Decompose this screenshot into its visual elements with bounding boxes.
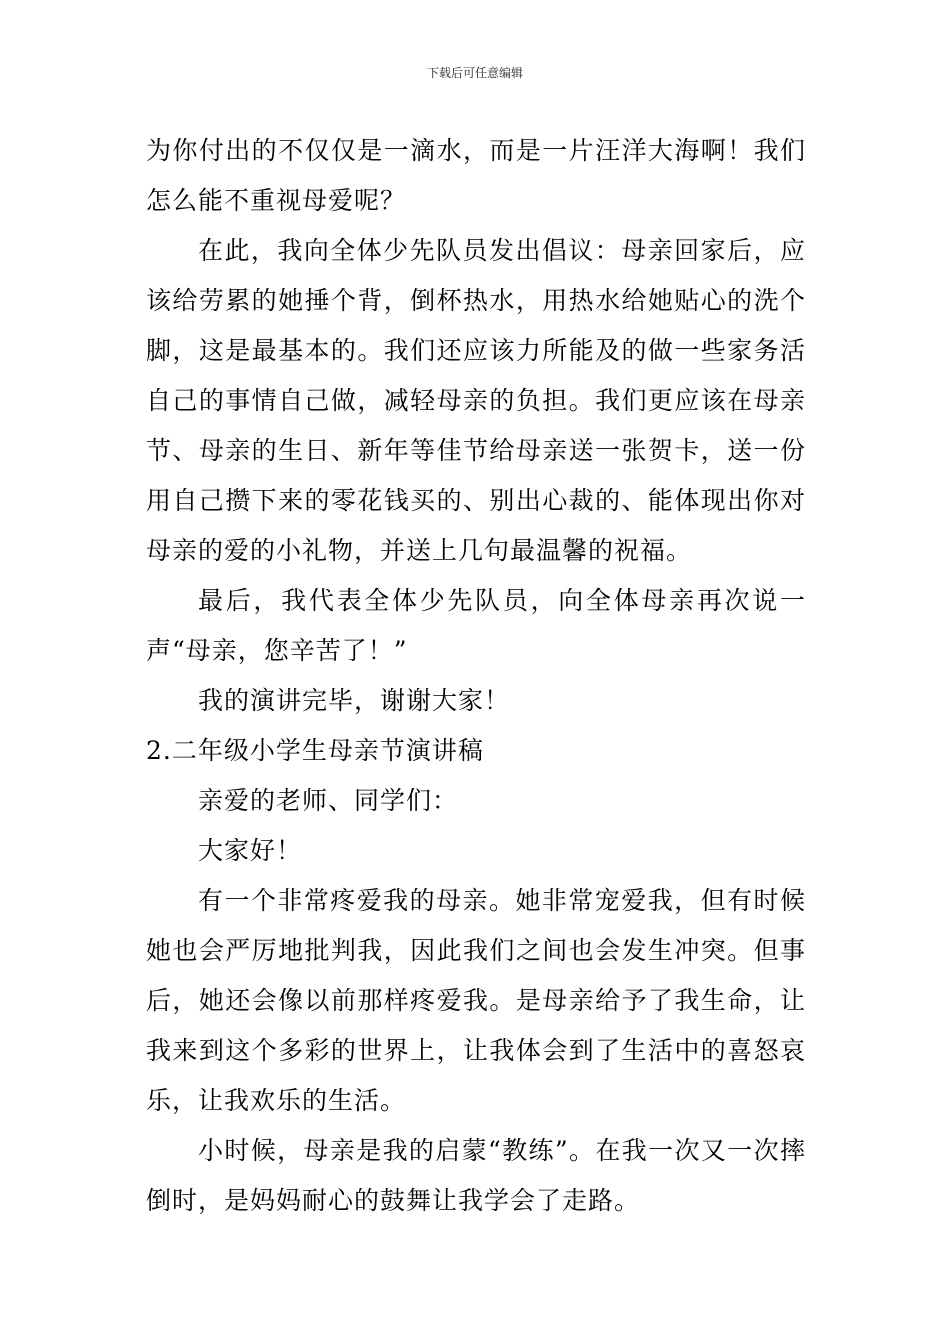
paragraph-salutation: 亲爱的老师、同学们： [198, 786, 459, 815]
paragraph-greeting: 大家好！ [198, 836, 303, 865]
paragraph-closing: 最后，我代表全体少先队员，向全体母亲再次说一声“母亲，您辛苦了！” [146, 586, 806, 665]
page-header-note: 下载后可任意编辑 [426, 66, 523, 80]
paragraph-childhood: 小时候，母亲是我的启蒙“教练”。在我一次又一次摔倒时，是妈妈耐心的鼓舞让我学会了走路。 [146, 1136, 806, 1215]
paragraph-continuation: 为你付出的不仅仅是一滴水，而是一片汪洋大海啊！我们怎么能不重视母爱呢？ [146, 136, 806, 215]
section-heading: 2.二年级小学生母亲节演讲稿 [146, 736, 484, 765]
document-body [146, 126, 806, 1226]
paragraph-thanks: 我的演讲完毕，谢谢大家！ [198, 686, 511, 715]
paragraph-mother-love: 有一个非常疼爱我的母亲。她非常宠爱我，但有时候她也会严厉地批判我，因此我们之间也会发生冲突。但事后，她还会像以前那样疼爱我。是母亲给予了我生命，让我来到这个多彩的世界上，让我体会到了生活中的喜怒哀乐，让我欢乐的生活。 [146, 886, 806, 1115]
paragraph-proposal: 在此，我向全体少先队员发出倡议：母亲回家后，应该给劳累的她捶个背，倒杯热水，用热水给她贴心的洗个脚，这是最基本的。我们还应该力所能及的做一些家务活自己的事情自己做，减轻母亲的负担。我们更应该在母亲节、母亲的生日、新年等佳节给母亲送一张贺卡，送一份用自己攒下来的零花钱买的、别出心裁的、能体现出你对母亲的爱的小礼物，并送上几句最温馨的祝福。 [146, 236, 806, 565]
